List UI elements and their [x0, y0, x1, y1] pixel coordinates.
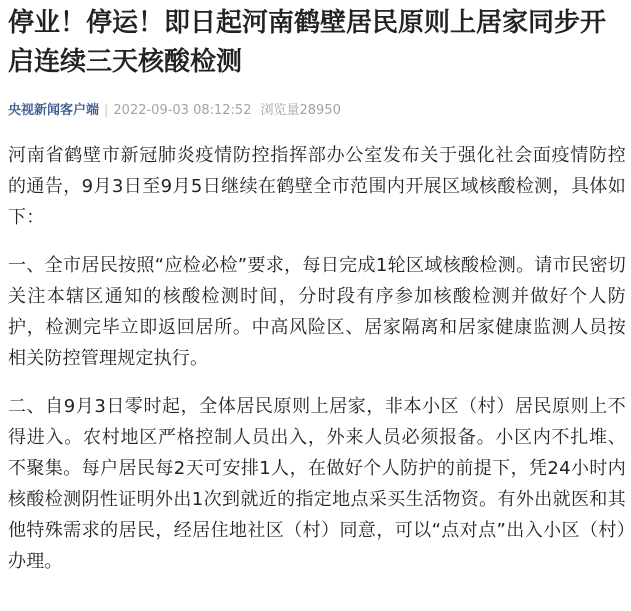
paragraph: 一、全市居民按照“应检必检”要求，每日完成1轮区域核酸检测。请市民密切关注本辖区通知的核酸检测时间，分时段有序参加核酸检测并做好个人防护，检测完毕立即返回居所。中高风险区、居家隔离和居家健康监测人员按相关防控管理规定执行。: [8, 255, 626, 369]
article-title: 停业！停运！即日起河南鹤壁居民原则上居家同步开启连续三天核酸检测: [8, 8, 607, 77]
publish-datetime: 2022-09-03 08:12:52: [113, 103, 252, 118]
article-body: [8, 140, 626, 577]
paragraph: 二、自9月3日零时起，全体居民原则上居家，非本小区（村）居民原则上不得进入。农村地区严格控制人员出入，外来人员必须报备。小区内不扎堆、不聚集。每户居民每2天可安排1人，在做好个人防护的前提下，凭24小时内核酸检测阴性证明外出1次到就近的指定地点采买生活物资。有外出就医和其他特殊需求的居民，经居住地社区（村）同意，可以“点对点”出入小区（村）办理。: [8, 396, 626, 572]
source-link[interactable]: 央视新闻客户端: [8, 103, 100, 118]
meta-separator: |: [104, 103, 109, 118]
paragraph: 河南省鹤壁市新冠肺炎疫情防控指挥部办公室发布关于强化社会面疫情防控的通告，9月3日至9月5日继续在鹤壁全市范围内开展区域核酸检测，具体如下：: [8, 145, 626, 228]
article-meta: [8, 101, 631, 121]
view-count: 浏览量28950: [260, 103, 341, 118]
